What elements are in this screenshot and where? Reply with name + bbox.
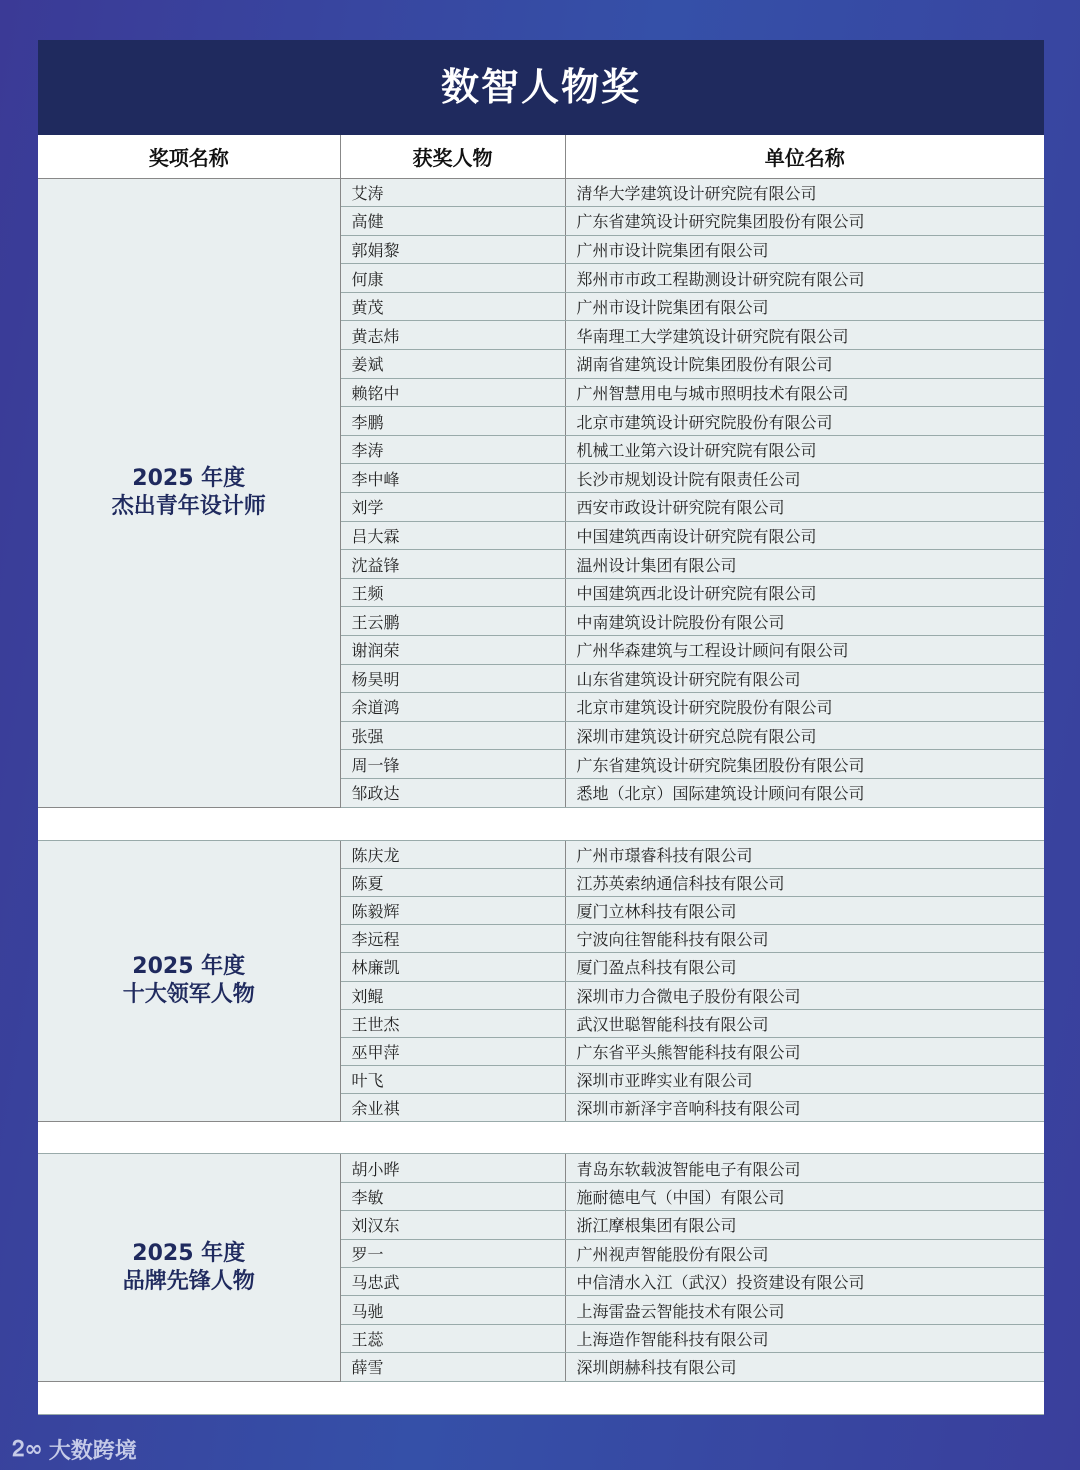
award-table <box>38 135 1044 1415</box>
winner-name: 王云鹏 <box>340 607 565 636</box>
winner-name: 邹政达 <box>340 778 565 807</box>
award-category <box>38 1154 340 1381</box>
winner-name: 余业祺 <box>340 1094 565 1122</box>
organization-name: 广东省建筑设计研究院集团股份有限公司 <box>565 207 1044 236</box>
winner-name: 赖铭中 <box>340 378 565 407</box>
winner-name: 陈夏 <box>340 868 565 896</box>
award-year: 2025 年度 <box>132 1240 246 1266</box>
organization-name: 郑州市市政工程勘测设计研究院有限公司 <box>565 264 1044 293</box>
winner-name: 高健 <box>340 207 565 236</box>
award-name: 杰出青年设计师 <box>111 493 266 519</box>
winner-name: 谢润荣 <box>340 636 565 665</box>
organization-name: 悉地（北京）国际建筑设计顾问有限公司 <box>565 778 1044 807</box>
spacer-cell <box>38 807 1044 840</box>
logo-icon: ᒿ∞ <box>12 1437 43 1462</box>
organization-name: 浙江摩根集团有限公司 <box>565 1211 1044 1239</box>
winner-name: 李敏 <box>340 1182 565 1210</box>
organization-name: 温州设计集团有限公司 <box>565 550 1044 579</box>
organization-name: 深圳市新泽宇音响科技有限公司 <box>565 1094 1044 1122</box>
organization-name: 长沙市规划设计院有限责任公司 <box>565 464 1044 493</box>
organization-name: 广州华森建筑与工程设计顾问有限公司 <box>565 636 1044 665</box>
winner-name: 王世杰 <box>340 1009 565 1037</box>
award-card <box>38 40 1044 1415</box>
award-category <box>38 178 340 807</box>
organization-name: 中国建筑西北设计研究院有限公司 <box>565 578 1044 607</box>
winner-name: 周一锋 <box>340 750 565 779</box>
winner-name: 黄茂 <box>340 292 565 321</box>
header-award: 奖项名称 <box>38 135 340 178</box>
organization-name: 上海雷盎云智能技术有限公司 <box>565 1296 1044 1324</box>
award-name: 十大领军人物 <box>122 982 255 1007</box>
section-spacer <box>38 807 1044 840</box>
winner-name: 黄志炜 <box>340 321 565 350</box>
organization-name: 深圳市建筑设计研究总院有限公司 <box>565 721 1044 750</box>
organization-name: 广东省建筑设计研究院集团股份有限公司 <box>565 750 1044 779</box>
winner-name: 李中峰 <box>340 464 565 493</box>
watermark-logo <box>12 1434 137 1465</box>
winner-name: 李远程 <box>340 925 565 953</box>
winner-name: 吕大霖 <box>340 521 565 550</box>
organization-name: 北京市建筑设计研究院股份有限公司 <box>565 693 1044 722</box>
organization-name: 清华大学建筑设计研究院有限公司 <box>565 178 1044 207</box>
organization-name: 广州市设计院集团有限公司 <box>565 235 1044 264</box>
winner-name: 罗一 <box>340 1239 565 1267</box>
organization-name: 湖南省建筑设计院集团股份有限公司 <box>565 350 1044 379</box>
winner-name: 刘汉东 <box>340 1211 565 1239</box>
section-spacer <box>38 1381 1044 1414</box>
organization-name: 机械工业第六设计研究院有限公司 <box>565 435 1044 464</box>
section-spacer <box>38 1122 1044 1154</box>
organization-name: 深圳朗赫科技有限公司 <box>565 1353 1044 1381</box>
winner-name: 何康 <box>340 264 565 293</box>
table-row <box>38 178 1044 207</box>
organization-name: 山东省建筑设计研究院有限公司 <box>565 664 1044 693</box>
organization-name: 宁波向往智能科技有限公司 <box>565 925 1044 953</box>
winner-name: 刘学 <box>340 493 565 522</box>
organization-name: 中信清水入江（武汉）投资建设有限公司 <box>565 1268 1044 1296</box>
organization-name: 厦门盈点科技有限公司 <box>565 953 1044 981</box>
header-winner: 获奖人物 <box>340 135 565 178</box>
winner-name: 李鹏 <box>340 407 565 436</box>
organization-name: 广州市设计院集团有限公司 <box>565 292 1044 321</box>
winner-name: 艾涛 <box>340 178 565 207</box>
spacer-cell <box>38 1381 1044 1414</box>
winner-name: 王频 <box>340 578 565 607</box>
winner-name: 薛雪 <box>340 1353 565 1381</box>
winner-name: 巫甲萍 <box>340 1037 565 1065</box>
winner-name: 张强 <box>340 721 565 750</box>
winner-name: 林廉凯 <box>340 953 565 981</box>
award-category <box>38 840 340 1122</box>
table-header <box>38 135 1044 178</box>
winner-name: 郭娟黎 <box>340 235 565 264</box>
organization-name: 厦门立林科技有限公司 <box>565 896 1044 924</box>
winner-name: 叶飞 <box>340 1066 565 1094</box>
winner-name: 胡小晔 <box>340 1154 565 1182</box>
award-name: 品牌先锋人物 <box>122 1268 255 1294</box>
organization-name: 西安市政设计研究院有限公司 <box>565 493 1044 522</box>
winner-name: 陈庆龙 <box>340 840 565 868</box>
organization-name: 广州市璟睿科技有限公司 <box>565 840 1044 868</box>
page-title: 数智人物奖 <box>38 40 1044 135</box>
spacer-cell <box>38 1122 1044 1154</box>
organization-name: 广东省平头熊智能科技有限公司 <box>565 1037 1044 1065</box>
organization-name: 上海造作智能科技有限公司 <box>565 1324 1044 1352</box>
winner-name: 王蕊 <box>340 1324 565 1352</box>
organization-name: 深圳市力合微电子股份有限公司 <box>565 981 1044 1009</box>
award-year: 2025 年度 <box>132 465 246 491</box>
watermark-text: 大数跨境 <box>48 1439 137 1464</box>
organization-name: 中南建筑设计院股份有限公司 <box>565 607 1044 636</box>
organization-name: 广州视声智能股份有限公司 <box>565 1239 1044 1267</box>
organization-name: 广州智慧用电与城市照明技术有限公司 <box>565 378 1044 407</box>
organization-name: 施耐德电气（中国）有限公司 <box>565 1182 1044 1210</box>
organization-name: 武汉世聪智能科技有限公司 <box>565 1009 1044 1037</box>
organization-name: 中国建筑西南设计研究院有限公司 <box>565 521 1044 550</box>
organization-name: 深圳市亚晔实业有限公司 <box>565 1066 1044 1094</box>
winner-name: 姜斌 <box>340 350 565 379</box>
organization-name: 华南理工大学建筑设计研究院有限公司 <box>565 321 1044 350</box>
winner-name: 陈毅辉 <box>340 896 565 924</box>
organization-name: 江苏英索纳通信科技有限公司 <box>565 868 1044 896</box>
winner-name: 马驰 <box>340 1296 565 1324</box>
table-row <box>38 1154 1044 1182</box>
winner-name: 李涛 <box>340 435 565 464</box>
award-year: 2025 年度 <box>132 954 246 979</box>
winner-name: 余道鸿 <box>340 693 565 722</box>
header-organization: 单位名称 <box>565 135 1044 178</box>
organization-name: 北京市建筑设计研究院股份有限公司 <box>565 407 1044 436</box>
table-row <box>38 840 1044 868</box>
winner-name: 刘鲲 <box>340 981 565 1009</box>
winner-name: 马忠武 <box>340 1268 565 1296</box>
organization-name: 青岛东软载波智能电子有限公司 <box>565 1154 1044 1182</box>
winner-name: 杨昊明 <box>340 664 565 693</box>
winner-name: 沈益锋 <box>340 550 565 579</box>
